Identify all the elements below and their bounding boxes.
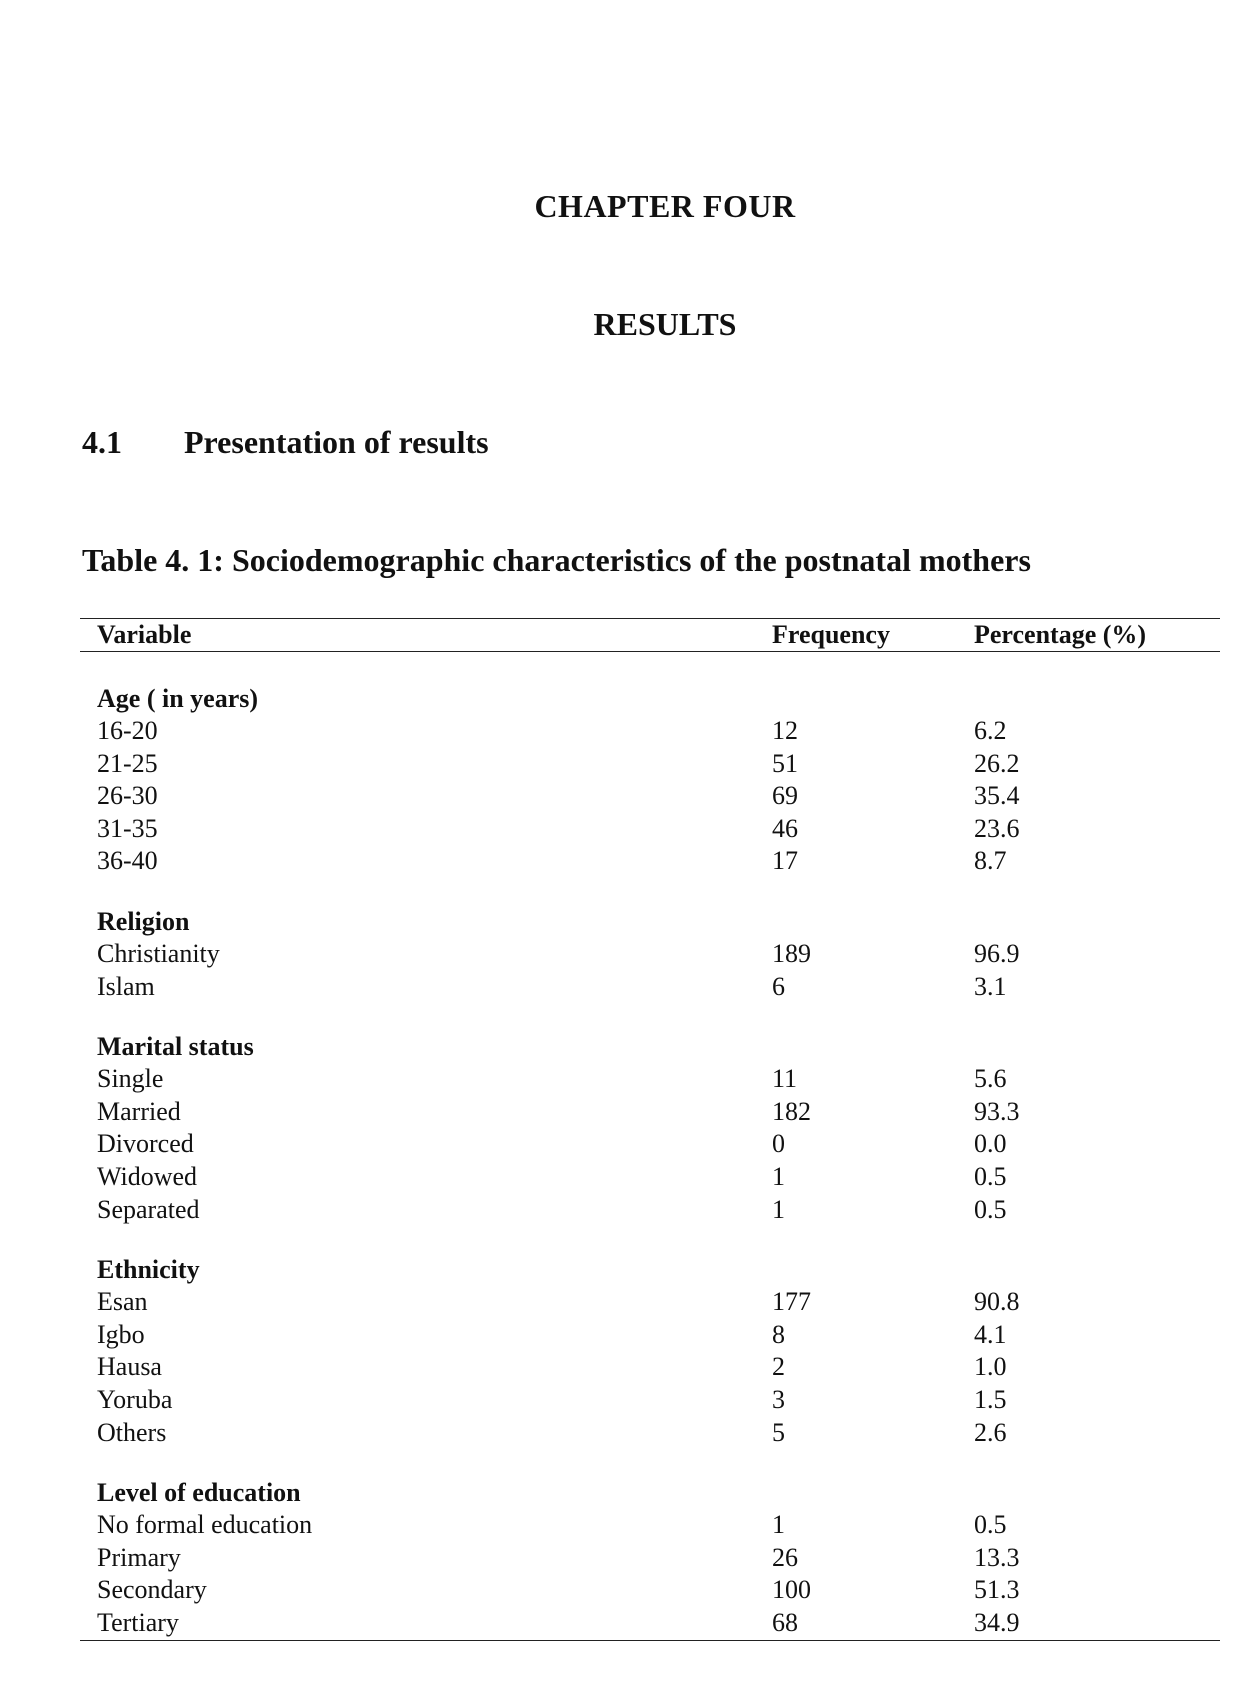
cell-label: Separated bbox=[97, 1194, 200, 1224]
cell-label: Married bbox=[97, 1096, 181, 1126]
cell-percentage: 0.5 bbox=[974, 1510, 1007, 1540]
cell-percentage: 3.1 bbox=[974, 971, 1007, 1001]
table-group bbox=[0, 1477, 1242, 1639]
table-row bbox=[0, 938, 1242, 971]
cell-percentage: 0.5 bbox=[974, 1161, 1007, 1191]
cell-label: No formal education bbox=[97, 1510, 313, 1540]
cell-frequency: 69 bbox=[772, 781, 798, 811]
cell-frequency: 6 bbox=[772, 971, 785, 1001]
cell-percentage: 1.0 bbox=[974, 1352, 1007, 1382]
group-title: Marital status bbox=[97, 1032, 254, 1062]
table-row bbox=[0, 1128, 1242, 1161]
table-row bbox=[0, 748, 1242, 781]
cell-percentage: 1.5 bbox=[974, 1384, 1007, 1414]
cell-frequency: 189 bbox=[772, 938, 811, 968]
header-frequency: Frequency bbox=[772, 620, 890, 649]
group-title: Age ( in years) bbox=[97, 684, 259, 713]
cell-label: Primary bbox=[97, 1542, 181, 1572]
table-header-rule bbox=[80, 651, 1220, 652]
section-heading bbox=[82, 424, 489, 461]
table-group bbox=[0, 906, 1242, 1003]
cell-frequency: 5 bbox=[772, 1417, 785, 1447]
cell-percentage: 90.8 bbox=[974, 1287, 1020, 1317]
cell-label: Tertiary bbox=[97, 1607, 179, 1637]
cell-label: Widowed bbox=[97, 1161, 198, 1191]
cell-label: 36-40 bbox=[97, 846, 158, 876]
section-number: 4.1 bbox=[82, 424, 122, 460]
cell-label: Others bbox=[97, 1417, 167, 1447]
table-row bbox=[0, 1607, 1242, 1640]
table-group bbox=[0, 1254, 1242, 1449]
cell-label: Divorced bbox=[97, 1129, 194, 1159]
cell-label: 21-25 bbox=[97, 748, 158, 778]
table-row bbox=[0, 715, 1242, 748]
cell-frequency: 11 bbox=[772, 1064, 798, 1094]
table-row bbox=[0, 845, 1242, 878]
cell-frequency: 1 bbox=[772, 1510, 785, 1540]
table-row bbox=[0, 971, 1242, 1004]
cell-percentage: 23.6 bbox=[974, 813, 1020, 843]
table-row bbox=[0, 780, 1242, 813]
cell-percentage: 93.3 bbox=[974, 1096, 1020, 1126]
table-row bbox=[0, 1574, 1242, 1607]
cell-frequency: 182 bbox=[772, 1096, 811, 1126]
section-title: Presentation of results bbox=[184, 424, 489, 460]
table-top-rule bbox=[80, 618, 1220, 619]
group-title: Religion bbox=[97, 906, 190, 936]
cell-percentage: 4.1 bbox=[974, 1319, 1007, 1349]
cell-label: Igbo bbox=[97, 1319, 145, 1349]
cell-label: Christianity bbox=[97, 938, 220, 968]
table-body bbox=[0, 683, 1242, 1667]
cell-frequency: 12 bbox=[772, 716, 798, 745]
cell-frequency: 0 bbox=[772, 1129, 785, 1159]
table-caption: Table 4. 1: Sociodemographic characteristics of the postnatal mothers bbox=[82, 542, 1031, 578]
cell-label: Single bbox=[97, 1064, 164, 1094]
cell-label: Hausa bbox=[97, 1352, 162, 1382]
cell-frequency: 1 bbox=[772, 1161, 785, 1191]
cell-percentage: 0.0 bbox=[974, 1129, 1007, 1159]
cell-percentage: 8.7 bbox=[974, 846, 1007, 876]
results-title: RESULTS bbox=[593, 306, 737, 342]
cell-percentage: 34.9 bbox=[974, 1607, 1020, 1637]
cell-label: Esan bbox=[97, 1287, 148, 1317]
cell-frequency: 17 bbox=[772, 846, 798, 876]
cell-label: Islam bbox=[97, 971, 155, 1001]
cell-percentage: 5.6 bbox=[974, 1064, 1007, 1094]
table-row bbox=[0, 1194, 1242, 1227]
table-row bbox=[0, 1319, 1242, 1352]
cell-frequency: 3 bbox=[772, 1384, 785, 1414]
table-row bbox=[0, 813, 1242, 846]
cell-frequency: 177 bbox=[772, 1287, 811, 1317]
cell-percentage: 51.3 bbox=[974, 1575, 1020, 1605]
cell-percentage: 6.2 bbox=[974, 716, 1007, 745]
cell-frequency: 68 bbox=[772, 1607, 798, 1637]
cell-percentage: 96.9 bbox=[974, 938, 1020, 968]
table-row bbox=[0, 1096, 1242, 1129]
cell-label: 31-35 bbox=[97, 813, 158, 843]
header-percentage: Percentage (%) bbox=[974, 620, 1147, 649]
cell-percentage: 0.5 bbox=[974, 1194, 1007, 1224]
table-group bbox=[0, 1031, 1242, 1226]
cell-percentage: 2.6 bbox=[974, 1417, 1007, 1447]
table-header-row bbox=[0, 620, 1242, 652]
cell-label: 26-30 bbox=[97, 781, 158, 811]
cell-label: Yoruba bbox=[97, 1384, 173, 1414]
table-row bbox=[0, 1286, 1242, 1319]
cell-label: 16-20 bbox=[97, 716, 158, 745]
table-row bbox=[0, 1161, 1242, 1194]
cell-percentage: 13.3 bbox=[974, 1542, 1020, 1572]
cell-label: Secondary bbox=[97, 1575, 207, 1605]
group-title: Ethnicity bbox=[97, 1255, 200, 1285]
header-variable: Variable bbox=[97, 620, 192, 649]
cell-frequency: 8 bbox=[772, 1319, 785, 1349]
table-row bbox=[0, 1542, 1242, 1575]
cell-percentage: 35.4 bbox=[974, 781, 1020, 811]
table-bottom-rule bbox=[80, 1640, 1220, 1641]
cell-frequency: 26 bbox=[772, 1542, 798, 1572]
cell-percentage: 26.2 bbox=[974, 748, 1020, 778]
table-row bbox=[0, 1417, 1242, 1450]
group-title: Level of education bbox=[97, 1478, 301, 1508]
chapter-title: CHAPTER FOUR bbox=[534, 188, 796, 224]
cell-frequency: 100 bbox=[772, 1575, 811, 1605]
table-row bbox=[0, 1509, 1242, 1542]
table-row bbox=[0, 1063, 1242, 1096]
cell-frequency: 46 bbox=[772, 813, 798, 843]
table-row bbox=[0, 1351, 1242, 1384]
table-group bbox=[0, 683, 1242, 878]
cell-frequency: 2 bbox=[772, 1352, 785, 1382]
cell-frequency: 51 bbox=[772, 748, 798, 778]
cell-frequency: 1 bbox=[772, 1194, 785, 1224]
table-row bbox=[0, 1384, 1242, 1417]
